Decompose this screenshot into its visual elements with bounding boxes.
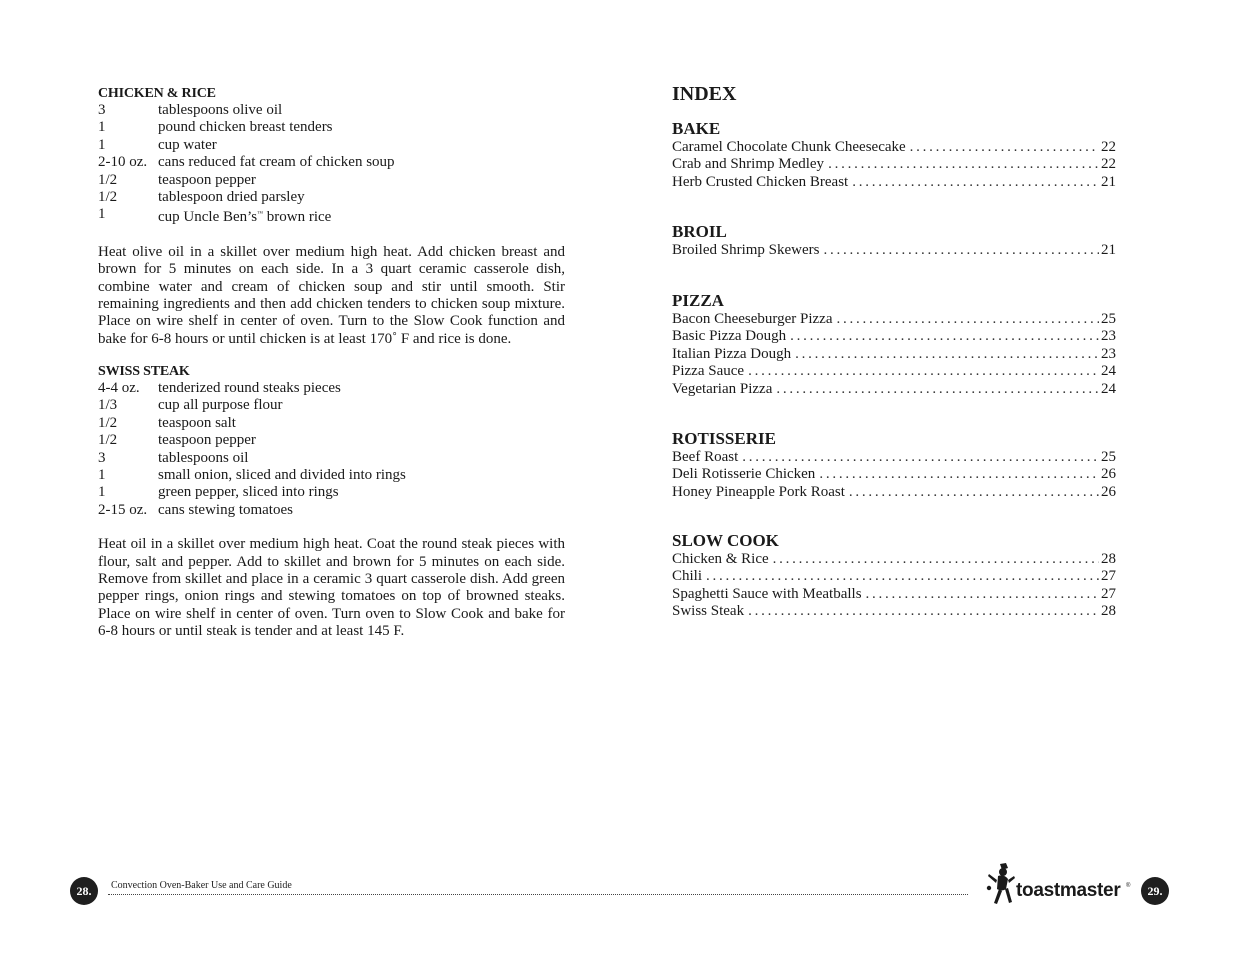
ingredient-quantity: 1: [98, 206, 106, 223]
ingredient-text-main: tablespoons oil: [158, 449, 249, 466]
ingredient-row: [98, 137, 565, 154]
index-entry: [672, 466, 1116, 483]
recipe-instructions: Heat olive oil in a skillet over medium high heat. Add chicken breast and brown for 5 minutes on each side. In a 3 quart ceramic casserole dish, combine water and cream of chicken soup and stir until smooth. Stir remaining ingredients and then add chicken tenders to chicken soup mixture. Place on wire shelf in center of oven. Turn to the Slow Cook function and bake for 6-8 hours or until chicken is at least 170˚ F and rice is done.: [98, 243, 565, 347]
index-section-pizza: [672, 291, 1116, 398]
index-entry-page: 25: [1101, 311, 1116, 327]
dot-leader: [866, 586, 1099, 603]
ingredient-text: [158, 467, 565, 484]
dot-leader: [790, 328, 1099, 345]
ingredient-row: [98, 432, 565, 449]
index-entry-page: 22: [1101, 139, 1116, 155]
ingredient-row: [98, 154, 565, 171]
dot-leader: [852, 174, 1099, 191]
ingredient-text: [158, 397, 565, 414]
index-section-slow-cook: [672, 531, 1116, 621]
dot-leader: [706, 568, 1099, 585]
ingredient-quantity: 3: [98, 449, 106, 466]
ingredient-row: [98, 380, 565, 397]
ingredient-row: [98, 397, 565, 414]
index-section-heading: BAKE: [672, 119, 721, 138]
index-entry-label: Basic Pizza Dough: [672, 328, 787, 345]
index-entry-label: Caramel Chocolate Chunk Cheesecake: [672, 139, 906, 155]
ingredient-text-main: tablespoons olive oil: [158, 102, 283, 118]
index-section-broil: [672, 222, 1116, 259]
recipe-instructions: Heat oil in a skillet over medium high heat. Coat the round steak pieces with flour, salt and pepper. Add to skillet and brown for 5 minutes on each side. Remove from skillet and place in a ceramic 3 quart casserole dish. Add green pepper rings, onion rings and stewing tomatoes on top of browned steaks. Place on wire shelf in center of oven. Turn oven to Slow Cook and bake for 6-8 hours or until steak is tender and at least 145 F.: [98, 536, 565, 640]
ingredient-quantity: 1/3: [98, 397, 118, 414]
ingredient-quantity: 2-15 oz.: [98, 501, 148, 518]
ingredient-text-after: brown rice: [263, 209, 332, 226]
ingredient-text: [158, 172, 565, 189]
ingredient-row: [98, 119, 565, 136]
index-entry-page: 23: [1101, 328, 1116, 345]
ingredient-row: [98, 484, 565, 501]
index-entry: [672, 139, 1116, 156]
index-entry-page: 24: [1101, 363, 1116, 380]
ingredient-row: [98, 206, 565, 226]
index-entry-label: Bacon Cheeseburger Pizza: [672, 311, 833, 327]
ingredient-text-main: tenderized round steaks pieces: [158, 380, 341, 396]
dot-leader: [849, 484, 1099, 501]
index-entry-label: Swiss Steak: [672, 603, 745, 620]
ingredient-text: [158, 119, 565, 136]
index-entry-page: 21: [1101, 173, 1116, 190]
ingredient-text-main: small onion, sliced and divided into rings: [158, 467, 406, 484]
index-entry-page: 22: [1101, 156, 1116, 173]
dot-leader: [776, 381, 1099, 398]
index-entry-label: Herb Crusted Chicken Breast: [672, 173, 849, 190]
index-entry: [672, 242, 1116, 259]
ingredient-text-main: teaspoon pepper: [158, 432, 256, 449]
ingredient-text-main: tablespoon dried parsley: [158, 189, 305, 206]
ingredient-quantity: 3: [98, 102, 106, 118]
index-entry-label: Deli Rotisserie Chicken: [672, 466, 816, 483]
ingredient-text: [158, 415, 565, 432]
recipe-swiss-steak: [98, 363, 565, 641]
dot-leader: [824, 242, 1100, 259]
ingredient-quantity: 4-4 oz.: [98, 380, 140, 396]
recipe-title: CHICKEN & RICE: [98, 86, 216, 101]
index-entry-page: 26: [1101, 483, 1116, 500]
ingredient-row: [98, 415, 565, 432]
ingredient-text-main: cans stewing tomatoes: [158, 501, 293, 518]
ingredient-quantity: 1: [98, 467, 106, 484]
index-entry-label: Crab and Shrimp Medley: [672, 156, 825, 173]
index-entry: [672, 156, 1116, 173]
ingredient-text-main: teaspoon salt: [158, 414, 236, 431]
ingredient-quantity: 1: [98, 136, 106, 153]
index-entry-label: Broiled Shrimp Skewers: [672, 242, 820, 258]
ingredient-quantity: 2-10 oz.: [98, 154, 148, 171]
dot-leader: [748, 363, 1099, 380]
index-entry-page: 27: [1101, 568, 1116, 585]
dot-leader: [819, 466, 1099, 483]
ingredient-quantity: 1/2: [98, 189, 118, 206]
ingredient-quantity: 1/2: [98, 432, 118, 449]
dot-leader: [910, 139, 1099, 156]
guide-title: Convection Oven-Baker Use and Care Guide: [111, 880, 292, 891]
left-page: [98, 0, 565, 954]
dot-leader: [795, 346, 1099, 363]
ingredient-text-main: teaspoon pepper: [158, 171, 256, 188]
index-entry-label: Vegetarian Pizza: [672, 380, 773, 397]
page-number-right: 29.: [1141, 877, 1169, 905]
footer-divider: [108, 894, 968, 895]
ingredient-text: [158, 484, 565, 501]
index-entry-label: Beef Roast: [672, 449, 739, 465]
index-entry-label: Chili: [672, 568, 703, 585]
index-title: INDEX: [672, 83, 737, 105]
index-entry-label: Chicken & Rice: [672, 551, 769, 567]
index-entry-page: 23: [1101, 345, 1116, 362]
index-entry: [672, 328, 1116, 345]
index-entry: [672, 551, 1116, 568]
index-entry-page: 28: [1101, 551, 1116, 567]
index-entry-page: 24: [1101, 380, 1116, 397]
ingredient-text-main: cans reduced fat cream of chicken soup: [158, 154, 395, 171]
ingredient-list: [98, 102, 565, 227]
registered-mark: ®: [1126, 883, 1131, 889]
index-entry: [672, 568, 1116, 585]
ingredient-text: [158, 432, 565, 449]
index-entry-page: 26: [1101, 466, 1116, 483]
ingredient-text: [158, 137, 565, 154]
index-entry: [672, 174, 1116, 191]
dot-leader: [828, 156, 1099, 173]
index-section-heading: SLOW COOK: [672, 531, 779, 550]
ingredient-text-main: cup all purpose flour: [158, 397, 283, 414]
index-section-heading: PIZZA: [672, 291, 724, 310]
ingredient-text: [158, 154, 565, 171]
index-entry-page: 28: [1101, 603, 1116, 620]
dot-leader: [742, 449, 1099, 466]
ingredient-quantity: 1: [98, 484, 106, 501]
ingredient-row: [98, 502, 565, 519]
ingredient-row: [98, 102, 565, 119]
ingredient-text: [158, 189, 565, 206]
ingredient-text-main: green pepper, sliced into rings: [158, 484, 339, 501]
index-section-bake: [672, 119, 1116, 191]
ingredient-text: [158, 206, 565, 226]
ingredient-text-main: cup water: [158, 136, 217, 153]
page-number-left: 28.: [70, 877, 98, 905]
ingredient-row: [98, 172, 565, 189]
brand-name: toastmaster: [1016, 880, 1121, 901]
ingredient-text: [158, 380, 565, 397]
ingredient-list: [98, 380, 565, 519]
index-entry: [672, 381, 1116, 398]
ingredient-quantity: 1/2: [98, 171, 118, 188]
index-section-heading: BROIL: [672, 222, 727, 241]
index-entry: [672, 346, 1116, 363]
trademark-mark: ™: [257, 211, 264, 218]
ingredient-text-main: cup Uncle Ben’s: [158, 209, 258, 226]
dot-leader: [748, 603, 1099, 620]
dot-leader: [837, 311, 1100, 328]
index-entry-page: 25: [1101, 449, 1116, 465]
index-entry: [672, 449, 1116, 466]
ingredient-quantity: 1/2: [98, 414, 118, 431]
ingredient-row: [98, 467, 565, 484]
index-entry: [672, 603, 1116, 620]
toastmaster-logo: [986, 862, 1136, 908]
recipe-chicken-rice: [98, 85, 565, 348]
index-entry: [672, 484, 1116, 501]
ingredient-quantity: 1: [98, 119, 106, 136]
ingredient-text: [158, 102, 565, 119]
ingredient-text: [158, 502, 565, 519]
index-entry: [672, 311, 1116, 328]
ingredient-row: [98, 450, 565, 467]
index-entry-label: Pizza Sauce: [672, 363, 745, 380]
recipe-title: SWISS STEAK: [98, 364, 190, 379]
index-section-rotisserie: [672, 429, 1116, 501]
index-entry: [672, 586, 1116, 603]
index-entry-label: Italian Pizza Dough: [672, 345, 792, 362]
index-entry: [672, 363, 1116, 380]
ingredient-row: [98, 189, 565, 206]
ingredient-text: [158, 450, 565, 467]
ingredient-text-main: pound chicken breast tenders: [158, 119, 333, 136]
index-entry-label: Spaghetti Sauce with Meatballs: [672, 585, 862, 602]
right-page: [672, 0, 1116, 954]
index-entry-label: Honey Pineapple Pork Roast: [672, 483, 845, 500]
chef-mascot-icon: [986, 862, 1016, 908]
dot-leader: [773, 551, 1099, 568]
index-section-heading: ROTISSERIE: [672, 429, 776, 448]
index-entry-page: 21: [1101, 242, 1116, 258]
index-entry-page: 27: [1101, 585, 1116, 602]
